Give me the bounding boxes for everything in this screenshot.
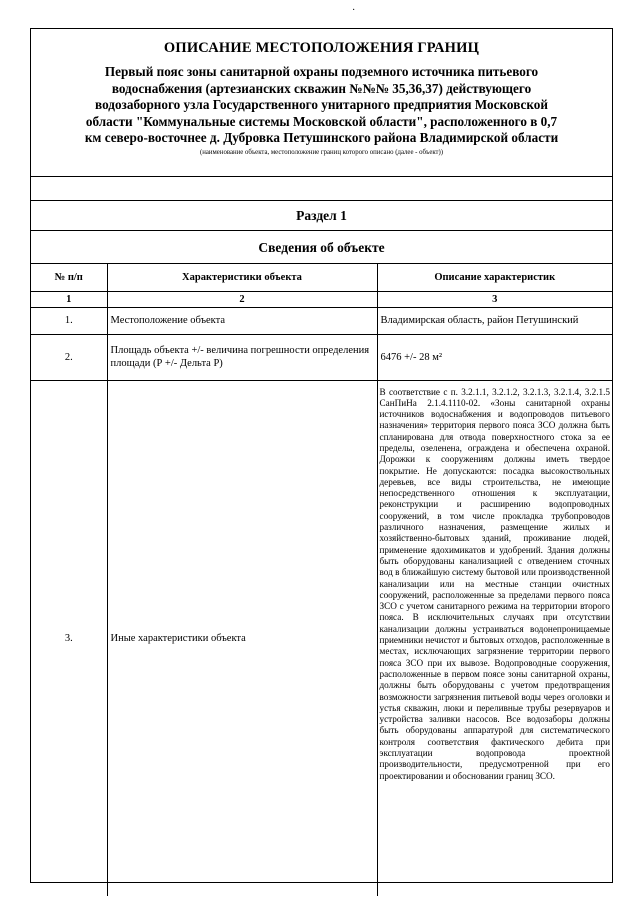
table-row	[31, 380, 612, 896]
section-title: Раздел 1	[31, 201, 612, 231]
description-line: водоснабжения (артезианских скважин №№№ 35,36,37) действующего	[111, 80, 532, 96]
table-row	[31, 334, 612, 380]
header-description: Описание характеристик	[377, 264, 612, 291]
column-numbering-row	[31, 291, 612, 307]
row-value: 6476 +/- 28 м²	[377, 334, 612, 380]
row-characteristic: Местоположение объекта	[107, 307, 377, 334]
description-line: области "Коммунальные системы Московской области", расположенного в 0,7	[85, 113, 558, 129]
table-row	[31, 307, 612, 334]
header-number: № п/п	[31, 264, 107, 291]
object-description	[35, 64, 608, 147]
row-characteristic: Иные характеристики объекта	[107, 380, 377, 896]
table-header-row	[31, 264, 612, 291]
header-characteristic: Характеристики объекта	[107, 264, 377, 291]
column-number: 2	[107, 291, 377, 307]
row-number: 2.	[31, 334, 107, 380]
row-value-long-text: В соответствие с п. 3.2.1.1, 3.2.1.2, 3.2.1.3, 3.2.1.4, 3.2.1.5 СанПиНа 2.1.4.1110-02. «Зоны санитарной охраны источников водоснабжения и водопроводов питьевого назначения» территория первого пояса ЗСО должна быть спланирована для отвода поверхностного стока за ее пределы, озеленена, ограждена и обеспечена охраной. Дорожки к сооружениям должны иметь твердое покрытие. Не допускаются: посадка высокоствольных деревьев, все виды строительства, не имеющие непосредственного отношения к эксплуатации, реконструкции и расширению водопроводных сооружений, в том числе прокладка трубопроводов различного назначения, размещение жилых и хозяйственно-бытовых зданий, проживание людей, применение ядохимикатов и удобрений. Здания должны быть оборудованы канализацией с отведением сточных вод в ближайшую систему бытовой или производственной канализации или на местные станции очистных сооружений, расположенные за пределами первого пояса ЗСО с учетом санитарного режима на территории второго пояса. В исключительных случаях при отсутствии канализации должны устраиваться водонепроницаемые приемники нечистот и бытовых отходов, расположенные в местах, исключающих загрязнение территории первого пояса ЗСО при их вывозе. Водопроводные сооружения, расположенные в первом поясе зоны санитарной охраны, должны быть оборудованы с учетом предотвращения возможности загрязнения питьевой воды через оголовки и устья скважин, люки и переливные трубы резервуаров и устройства заливки насосов. Все водозаборы должны быть оборудованы аппаратурой для систематического контроля соответствия фактического дебита при эксплуатации водопровода проектной производительности, предусмотренной при его проектировании и обосновании границ ЗСО.	[377, 380, 612, 896]
scan-speck: ·	[352, 5, 356, 16]
description-line: Первый пояс зоны санитарной охраны подземного источника питьевого	[104, 64, 539, 79]
row-number: 3.	[31, 380, 107, 896]
description-line: водозаборного узла Государственного унитарного предприятия Московской	[95, 97, 548, 113]
info-title: Сведения об объекте	[31, 231, 612, 264]
document-title: ОПИСАНИЕ МЕСТОПОЛОЖЕНИЯ ГРАНИЦ	[163, 40, 480, 56]
characteristics-table	[31, 264, 612, 896]
document-sheet	[30, 28, 613, 883]
column-number: 3	[377, 291, 612, 307]
description-line: км северо-восточнее д. Дубровка Петушинского района Владимирской области	[84, 130, 559, 146]
column-number: 1	[31, 291, 107, 307]
row-value: Владимирская область, район Петушинский	[377, 307, 612, 334]
row-number: 1.	[31, 307, 107, 334]
document-header	[31, 40, 612, 177]
header-note: (наименование объекта, местоположение границ которого описано (далее - объект))	[199, 148, 444, 156]
row-characteristic: Площадь объекта +/- величина погрешности определения площади (Р +/- Дельта Р)	[107, 334, 377, 380]
spacer-row	[31, 177, 612, 201]
